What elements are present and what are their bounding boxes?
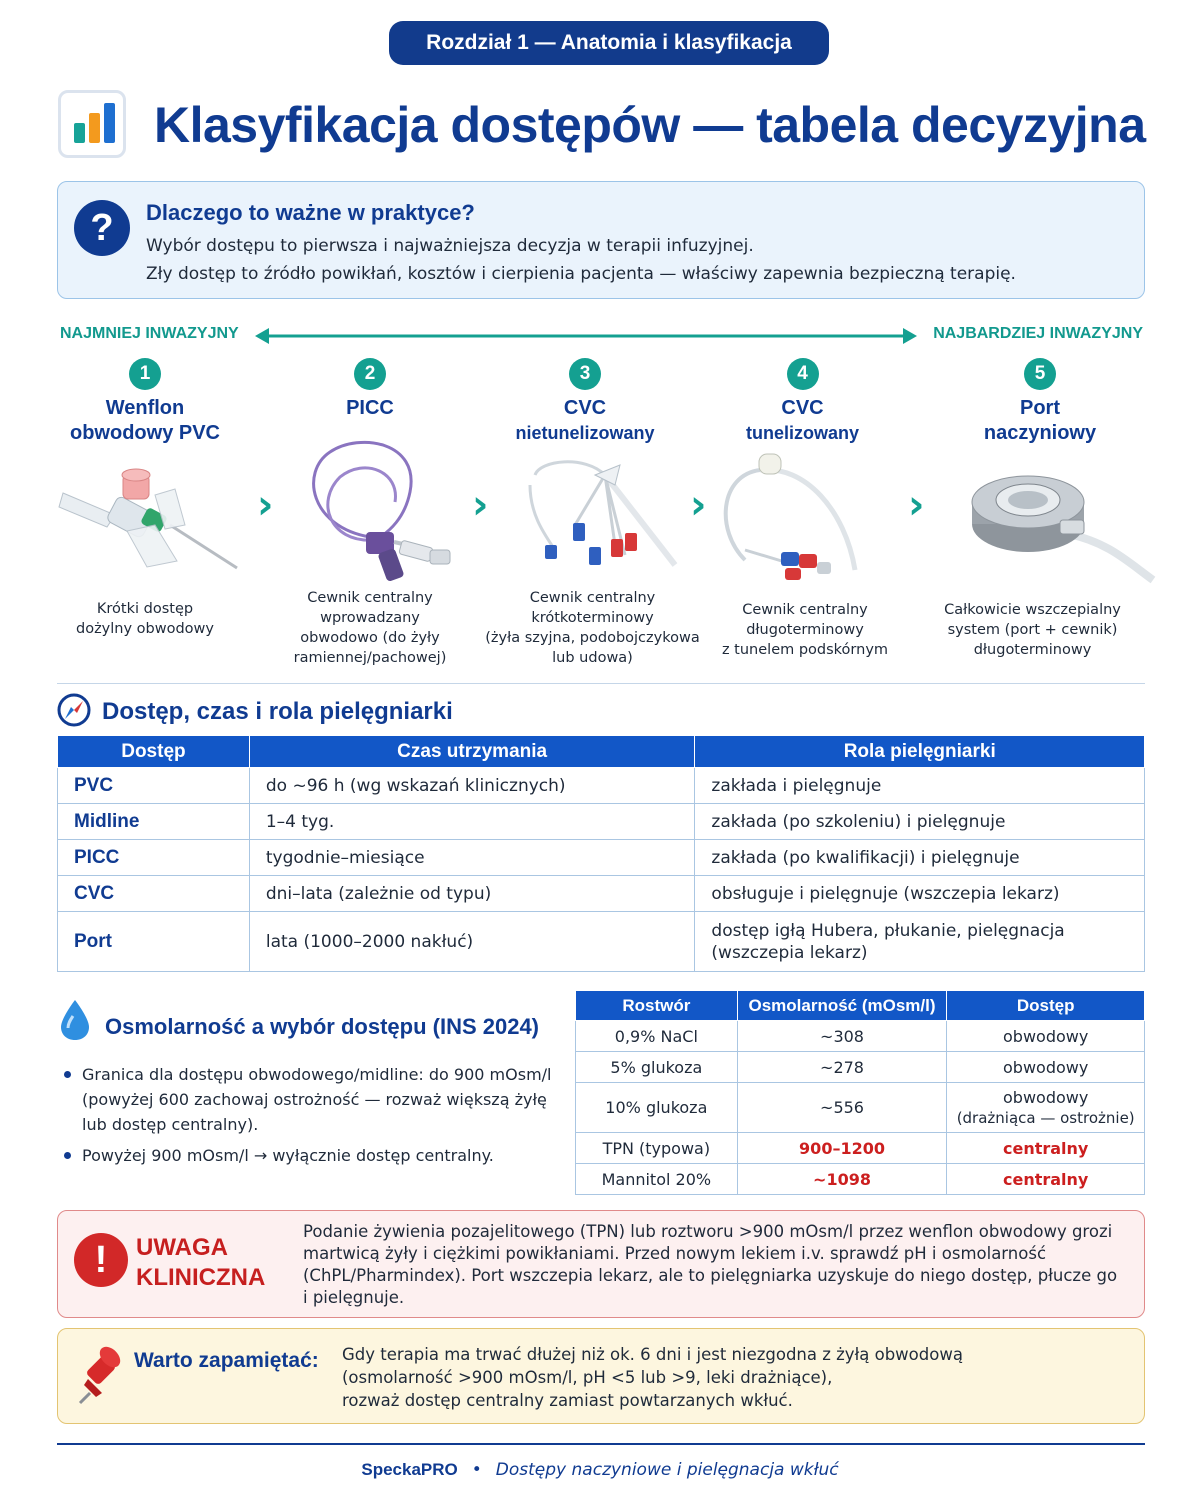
step-name: PICC: [346, 397, 394, 419]
duration: do ~96 h (wg wskazań klinicznych): [249, 768, 695, 804]
duration: dni–lata (zależnie od typu): [249, 876, 695, 912]
nurse-role: zakłada i pielęgnuje: [695, 768, 1145, 804]
chapter-badge: Rozdział 1 — Anatomia i klasyfikacja: [389, 21, 829, 65]
table-row: [576, 1083, 1145, 1133]
access-route: centralny: [947, 1133, 1145, 1164]
osmolarity-value: ~556: [737, 1083, 947, 1133]
osmolarity-bullets: [62, 1062, 552, 1174]
chevron-right-icon: ›: [472, 482, 489, 528]
step-number: 2: [354, 358, 386, 390]
access-type: PICC: [58, 840, 250, 876]
step-cvc-nontunneled: [505, 358, 665, 446]
column-header: Dostęp: [947, 991, 1145, 1021]
duration: 1–4 tyg.: [249, 804, 695, 840]
section-divider: [57, 683, 1145, 684]
column-header: Dostęp: [58, 736, 250, 768]
clinical-warning-box: [57, 1210, 1145, 1318]
access-type: Midline: [58, 804, 250, 840]
nurse-role: zakłada (po kwalifikacji) i pielęgnuje: [695, 840, 1145, 876]
table-header-row: [58, 736, 1145, 768]
table-row: [576, 1021, 1145, 1052]
remember-text: Gdy terapia ma trwać dłużej niż ok. 6 dni i jest niezgodna z żyłą obwodową (osmolarność >900 mOsm/l, pH <5 lub >9, leki drażniące), rozważ dostęp centralny zamiast powtarzanych wkłuć.: [342, 1345, 963, 1410]
column-header: Rola pielęgniarki: [695, 736, 1145, 768]
osmolarity-value: ~278: [737, 1052, 947, 1083]
access-type: CVC: [58, 876, 250, 912]
pushpin-icon: [78, 1343, 124, 1405]
why-important-box: [57, 181, 1145, 299]
table-header-row: [576, 991, 1145, 1021]
port-illustration: [968, 462, 1158, 587]
footer-divider: [57, 1443, 1145, 1445]
step-number: 5: [1024, 358, 1056, 390]
footer-subtitle: Dostępy naczyniowe i pielęgnacja wkłuć: [495, 1460, 839, 1480]
step-description: Cewnik centralny długoterminowy z tunelem podskórnym: [721, 602, 889, 658]
step-cvc-tunneled: [730, 358, 875, 446]
step-number: 4: [787, 358, 819, 390]
osmolarity-value: ~1098: [737, 1164, 947, 1195]
osmolarity-value: 900–1200: [737, 1133, 947, 1164]
column-header: Czas utrzymania: [249, 736, 695, 768]
page-title: Klasyfikacja dostępów — tabela decyzyjna: [154, 97, 1146, 153]
nurse-role: obsługuje i pielęgnuje (wszczepia lekarz): [695, 876, 1145, 912]
osmolarity-table: [575, 990, 1145, 1195]
solution: Mannitol 20%: [576, 1164, 738, 1195]
step-picc: [300, 358, 440, 421]
step-number: 3: [569, 358, 601, 390]
chevron-right-icon: ›: [908, 482, 925, 528]
osmolarity-value: ~308: [737, 1021, 947, 1052]
table-row: [58, 912, 1145, 972]
duration: tygodnie–miesiące: [249, 840, 695, 876]
why-title: Dlaczego to ważne w praktyce?: [146, 200, 475, 225]
nurse-role: dostęp igłą Hubera, płukanie, pielęgnacja (wszczepia lekarz): [695, 912, 1145, 972]
step-number: 1: [129, 358, 161, 390]
footer-brand: SpeckaPRO: [361, 1460, 458, 1479]
table-row: [576, 1052, 1145, 1083]
step-description: Cewnik centralny krótkoterminowy (żyła szyjna, podobojczykowa lub udowa): [485, 590, 700, 666]
access-route: obwodowy: [947, 1052, 1145, 1083]
step-description: Krótki dostęp dożylny obwodowy: [76, 601, 214, 637]
osmolarity-section-title: Osmolarność a wybór dostępu (INS 2024): [105, 1014, 540, 1039]
warning-title: UWAGA KLINICZNA: [136, 1234, 266, 1291]
remember-title: Warto zapamiętać:: [134, 1349, 319, 1372]
table-row: [58, 840, 1145, 876]
table-row: [58, 876, 1145, 912]
table-row: [576, 1164, 1145, 1195]
water-drop-icon: [58, 998, 92, 1042]
bullet-item: Granica dla dostępu obwodowego/midline: do 900 mOsm/l (powyżej 600 zachowaj ostrożność — rozważ większą żyłę lub dostęp centralny).: [62, 1062, 552, 1137]
cvc-nontunneled-illustration: [525, 455, 695, 580]
table-row: [58, 804, 1145, 840]
bar-chart-icon: [58, 90, 126, 158]
access-section-title: Dostęp, czas i rola pielęgniarki: [102, 698, 453, 725]
access-type: Port: [58, 912, 250, 972]
access-route: centralny: [947, 1164, 1145, 1195]
exclamation-icon: !: [74, 1233, 128, 1287]
step-name: CVC nietunelizowany: [515, 397, 655, 443]
why-text-line: Wybór dostępu to pierwsza i najważniejsza decyzja w terapii infuzyjnej.: [146, 236, 754, 256]
step-name: Wenflon obwodowy PVC: [70, 397, 220, 444]
table-row: [576, 1133, 1145, 1164]
access-table: [57, 735, 1145, 972]
step-description: Cewnik centralny wprowadzany obwodowo (do żyły ramiennej/pachowej): [293, 590, 447, 666]
chevron-right-icon: ›: [690, 482, 707, 528]
step-name: CVC tunelizowany: [745, 397, 859, 443]
step-port: [970, 358, 1110, 446]
footer-separator: •: [471, 1460, 482, 1480]
invasiveness-arrow: [255, 325, 917, 347]
bullet-item: Powyżej 900 mOsm/l → wyłącznie dostęp centralny.: [62, 1143, 552, 1168]
question-icon: ?: [74, 200, 130, 256]
access-route: obwodowy (drażniąca — ostrożnie): [947, 1083, 1145, 1133]
wenflon-illustration: [55, 465, 245, 580]
column-header: Rostwór: [576, 991, 738, 1021]
table-row: [58, 768, 1145, 804]
axis-least-invasive: NAJMNIEJ INWAZYJNY: [60, 325, 239, 342]
why-text-line: Zły dostęp to źródło powikłań, kosztów i cierpienia pacjenta — właściwy zapewnia bezpieczną terapię.: [146, 264, 1016, 284]
solution: TPN (typowa): [576, 1133, 738, 1164]
solution: 5% glukoza: [576, 1052, 738, 1083]
column-header: Osmolarność (mOsm/l): [737, 991, 947, 1021]
access-type: PVC: [58, 768, 250, 804]
step-description: Całkowicie wszczepialny system (port + cewnik) długoterminowy: [944, 602, 1121, 658]
chevron-right-icon: ›: [257, 482, 274, 528]
step-wenflon: [60, 358, 230, 446]
access-route: obwodowy: [947, 1021, 1145, 1052]
duration: lata (1000–2000 nakłuć): [249, 912, 695, 972]
footer: [0, 1460, 1200, 1480]
axis-most-invasive: NAJBARDZIEJ INWAZYJNY: [933, 325, 1143, 342]
warning-text: Podanie żywienia pozajelitowego (TPN) lub roztworu >900 mOsm/l przez wenflon obwodowy grozi martwicą żyły i ciężkimi powikłaniami. Przed nowym lekiem i.v. sprawdź pH i osmolarność (ChPL/Pharmindex). Port wszczepia lekarz, ale to pielęgniarka uzyskuje do niego dostęp, płucze go i pielęgnuje.: [303, 1222, 1118, 1307]
solution: 0,9% NaCl: [576, 1021, 738, 1052]
compass-icon: [57, 693, 91, 727]
remember-box: [57, 1328, 1145, 1424]
picc-illustration: [300, 432, 460, 587]
solution: 10% glukoza: [576, 1083, 738, 1133]
nurse-role: zakłada (po szkoleniu) i pielęgnuje: [695, 804, 1145, 840]
cvc-tunneled-illustration: [715, 450, 865, 585]
step-name: Port naczyniowy: [983, 397, 1097, 444]
